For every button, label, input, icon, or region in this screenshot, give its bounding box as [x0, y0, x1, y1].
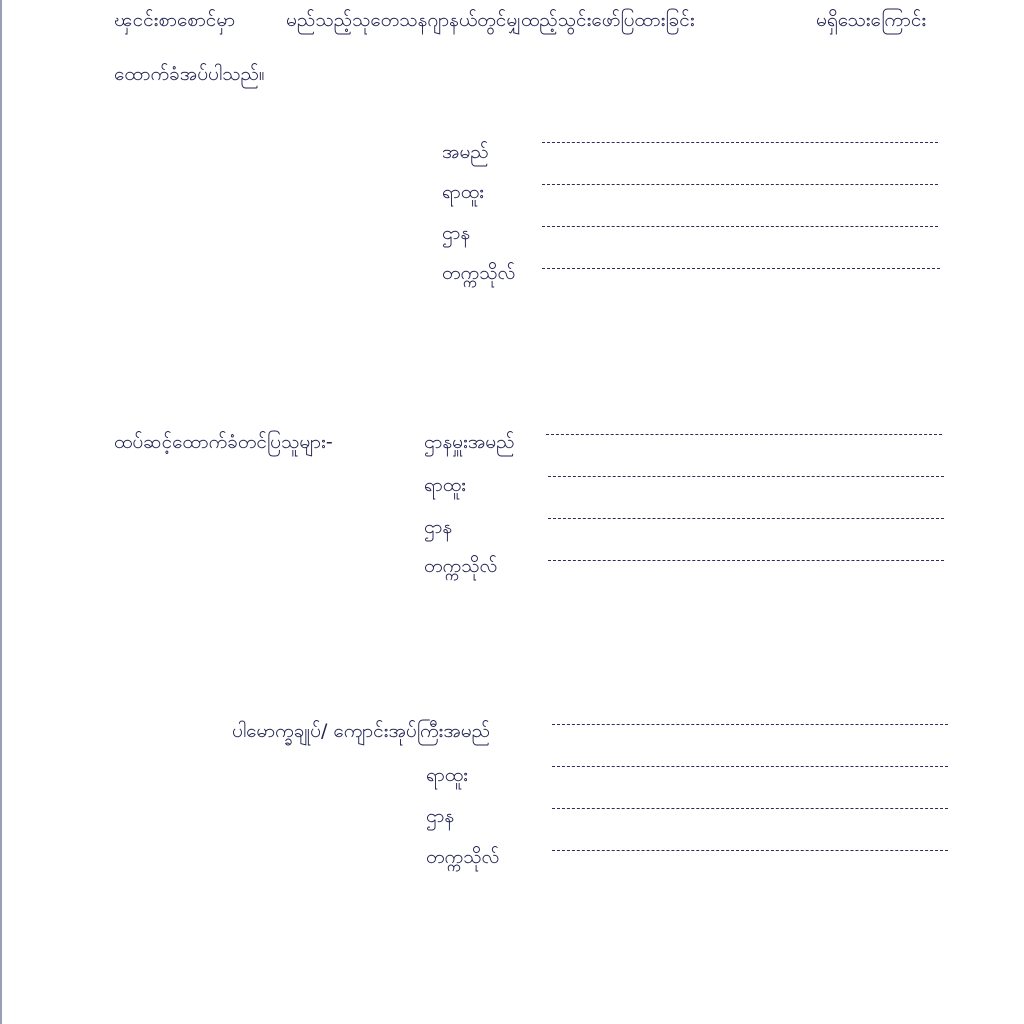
principal-name-label: ပါမောက္ခချုပ်/ ကျောင်းအုပ်ကြီးအမည်: [232, 720, 491, 742]
principal-univ-label: တက္ကသိုလ်: [426, 846, 500, 868]
principal-univ-line: [552, 850, 948, 851]
supervisor-rank-line: [548, 476, 944, 477]
applicant-univ-label: တက္ကသိုလ်: [442, 262, 516, 284]
applicant-rank-line: [542, 184, 938, 185]
applicant-name-line: [542, 142, 938, 143]
supervisor-name-line: [546, 434, 942, 435]
applicant-dept-label: ဌာန: [442, 222, 471, 244]
principal-rank-line: [552, 766, 948, 767]
supervisor-dept-line: [548, 518, 944, 519]
supervisor-rank-label: ရာထူး: [424, 474, 466, 496]
scan-edge: [0, 0, 2, 1024]
supervisors-section-label: ထပ်ဆင့်ထောက်ခံတင်ပြသူများ-: [114, 431, 333, 453]
applicant-name-label: အမည်: [442, 141, 489, 163]
supervisor-univ-label: တက္ကသိုလ်: [424, 555, 498, 577]
principal-rank-label: ရာထူး: [426, 764, 468, 786]
applicant-rank-label: ရာထူး: [442, 181, 484, 203]
applicant-dept-line: [542, 226, 938, 227]
intro-line2: ထောက်ခံအပ်ပါသည်။: [114, 63, 265, 85]
intro-line1-part2: မည်သည့်သုတေသနဂျာနယ်တွင်မျှထည့်သွင်းဖော်ပြထားခြင်း: [286, 9, 695, 31]
principal-dept-line: [552, 808, 948, 809]
principal-dept-label: ဌာန: [426, 805, 455, 827]
supervisor-dept-label: ဌာန: [424, 516, 453, 538]
supervisor-name-label: ဌာနမှူးအမည်: [424, 431, 515, 453]
intro-line1-part3: မရှိသေးကြောင်း: [816, 9, 927, 31]
supervisor-univ-line: [548, 560, 944, 561]
principal-name-line: [552, 724, 948, 725]
applicant-univ-line: [542, 268, 940, 269]
intro-line1-part1: ၾငင်းစာစောင်မှာ: [114, 9, 236, 31]
